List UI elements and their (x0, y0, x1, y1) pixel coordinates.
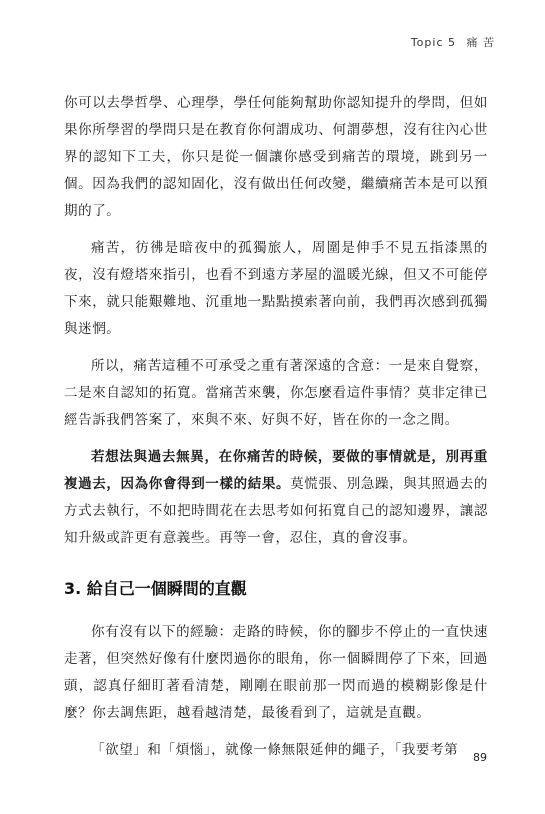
section-heading: 3. 給自己一個瞬間的直觀 (64, 579, 247, 598)
section-paragraph-1: 你有沒有以下的經驗：走路的時候，你的腳步不停止的一直快速走著，但突然好像有什麼閃過你的眼角，你一個瞬間停了下來，回過頭，認真仔細盯著看清楚，剛剛在眼前那一閃而過的模糊影像是什麼？你去調焦距，越看越清楚，最後看到了，這就是直觀。 (64, 624, 488, 721)
page-body (64, 90, 488, 774)
section-paragraph-2: 「欲望」和「煩惱」，就像一條無限延伸的繩子，「我要考第 (91, 742, 459, 758)
paragraph-1: 你可以去學哲學、心理學，學任何能夠幫助你認知提升的學問，但如果你所學習的學問只是在教育你何謂成功、何謂夢想，沒有往內心世界的認知下工夫，你只是從一個讓你感受到痛苦的環境，跳到另一個。因為我們的認知固化，沒有做出任何改變，繼續痛苦本是可以預期的了。 (64, 95, 488, 219)
paragraph-3: 所以，痛苦這種不可承受之重有著深遠的含意：一是來自覺察，二是來自認知的拓寬。當痛苦來襲，你怎麼看這件事情？莫非定律已經告訴我們答案了，來與不來、好與不好，皆在你的一念之間。 (64, 358, 488, 428)
bold-emphasis: 若想法與過去無異，在你痛苦的時候，要做的事情就是，別再重複過去，因為你會得到一樣的結果。 (64, 449, 488, 492)
paragraph-4-rest: 莫慌張、別急躁，與其照過去的方式去執行，不如把時間花在去思考如何拓寬自己的認知邊界，讓認知升級或許更有意義些。再等一會，忍住，真的會沒事。 (64, 476, 488, 546)
paragraph-2: 痛苦，彷彿是暗夜中的孤獨旅人，周圍是伸手不見五指漆黑的夜，沒有燈塔來指引，也看不到遠方茅屋的溫暖光線，但又不可能停下來，就只能艱難地、沉重地一點點摸索著向前，我們再次感到孤獨與迷惘。 (64, 240, 488, 337)
page-number: 89 (473, 751, 487, 764)
paragraph-4 (64, 444, 488, 552)
header-topic: Topic 5 (410, 36, 456, 49)
running-header (405, 34, 495, 50)
header-title: 痛 苦 (466, 36, 495, 49)
